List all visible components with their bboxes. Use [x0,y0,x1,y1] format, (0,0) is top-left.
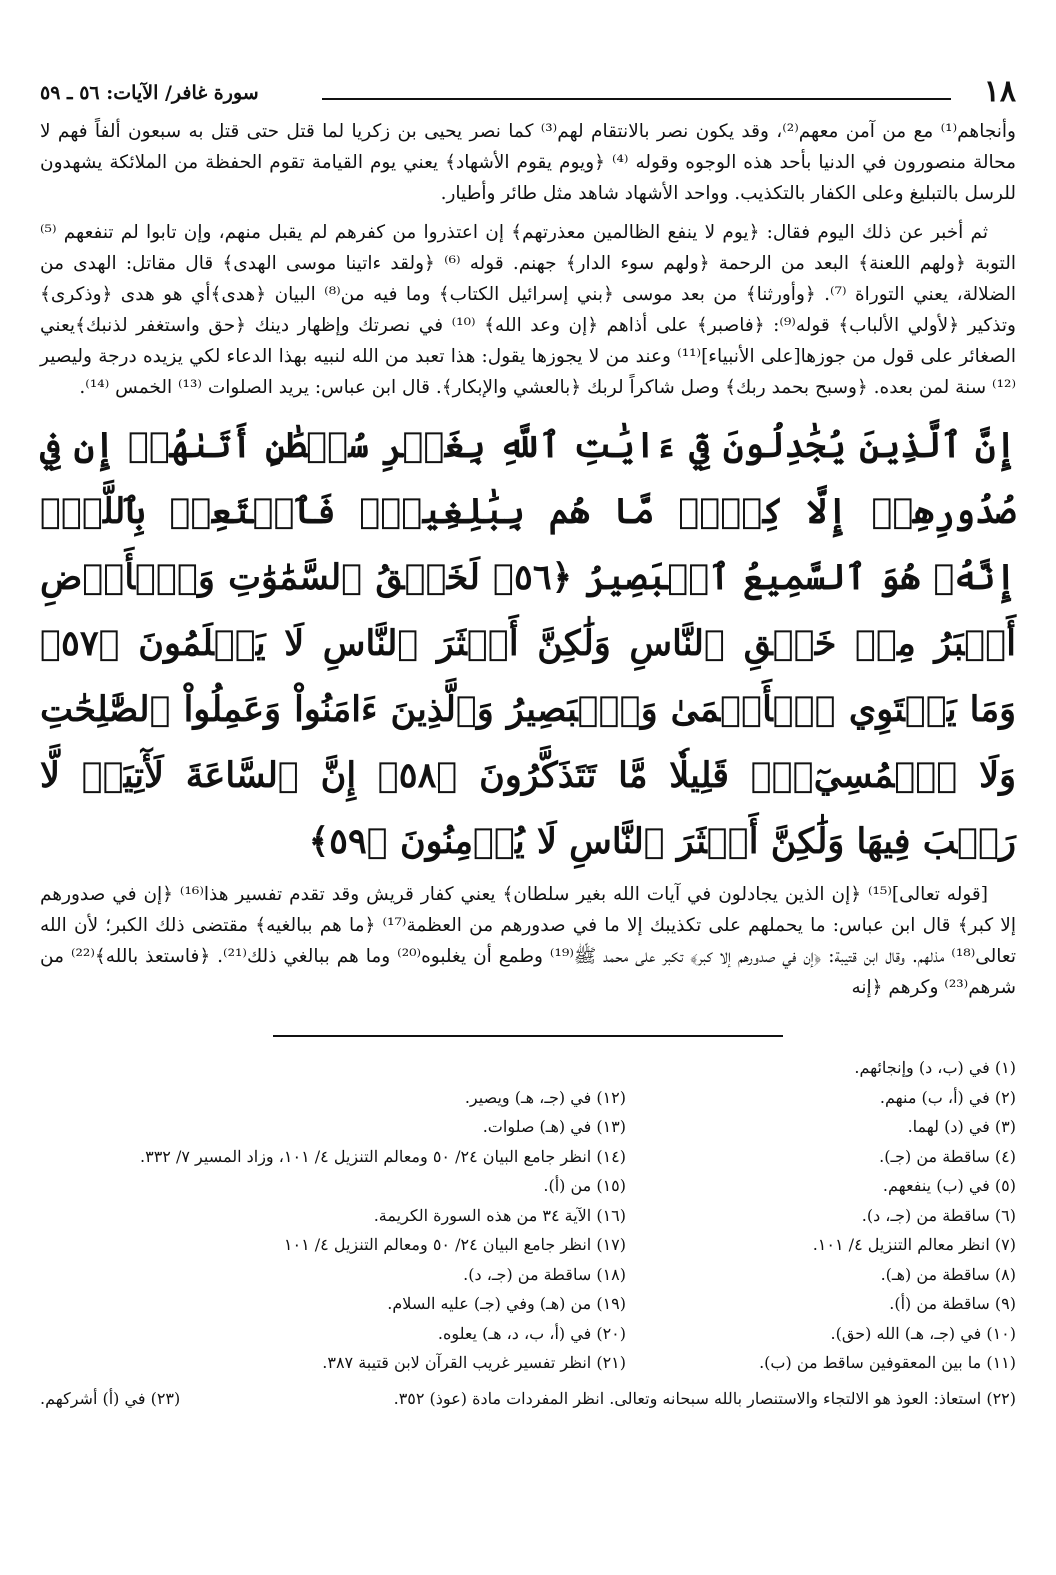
footnote: (١٢) في (جـ، هـ) ويصير. [464,1087,626,1107]
footnote: (٨) ساقطة من (هـ). [880,1264,1016,1284]
footnotes-left-column [40,1053,626,1378]
footnote: (٢) في (أ، ب) منهم. [879,1087,1016,1107]
footnote: (١٣) في (هـ) صلوات. [482,1117,626,1136]
footnote: (١١) ما بين المعقوفين ساقط من (ب). [759,1353,1016,1372]
book-page [40,70,1016,1413]
footnote: (٢٢) استعاذ: العوذ هو الالتجاء والاستنصار بالله سبحانه وتعالى. انظر المفردات مادة (عوذ) ٣٥٢. [393,1388,1016,1408]
footnote: (١٤) انظر جامع البيان ٢٤/ ٥٠ ومعالم التنزيل ٤/ ١٠١، وزاد المسير ٧/ ٣٣٢. [140,1146,626,1166]
footnote: (٢٠) في (أ، ب، د، هـ) يعلوه. [437,1323,626,1343]
paragraph-1: وأنجاهم⁽¹⁾ مع من آمن معهم⁽²⁾، وقد يكون نصر بالانتقام لهم⁽³⁾ كما نصر يحيى بن زكريا لما قتل حتى قتل به سبعون ألفاً فهم لا محالة منصورون في الدنيا بأحد هذه الوجوه وقوله ⁽⁴⁾ ﴿ويوم يقوم الأشهاد﴾ يعني يوم القيامة تقوم الحفظة من الملائكة يشهدون للرسل بالتبليغ وعلى الكفار بالتكذيب. وواحد الأشهاد شاهد مثل طائر وأطيار. [40,121,1017,204]
footnote: (١٩) من (هـ) وفي (جـ) عليه السلام. [387,1294,626,1313]
footnotes [40,1053,1016,1378]
quran-verses: إِنَّ ٱلَّذِينَ يُجَٰدِلُونَ فِيٓ ءَايَٰتِ ٱللَّهِ بِغَيۡرِ سُلۡطَٰنٍ أَتَىٰهُمۡ إِن فِي صُدُورِهِمۡ إِلَّا كِبۡرٞ مَّا هُم بِبَٰلِغِيهِۚ فَٱسۡتَعِذۡ بِٱللَّهِۖ إِنَّهُۥ هُوَ ٱلسَّمِيعُ ٱلۡبَصِيرُ ﴿٥٦﴾ لَخَلۡقُ ٱلسَّمَٰوَٰتِ وَٱلۡأَرۡضِ أَكۡبَرُ مِنۡ خَلۡقِ ٱلنَّاسِ وَلَٰكِنَّ أَكۡثَرَ ٱلنَّاسِ لَا يَعۡلَمُونَ ﴿٥٧﴾ وَمَا يَسۡتَوِي ٱلۡأَعۡمَىٰ وَٱلۡبَصِيرُ وَٱلَّذِينَ ءَامَنُواْ وَعَمِلُواْ ٱلصَّٰلِحَٰتِ وَلَا ٱلۡمُسِيٓءُۚ قَلِيلٗا مَّا تَتَذَكَّرُونَ ﴿٥٨﴾ إِنَّ ٱلسَّاعَةَ لَأٓتِيَةٞ لَّا رَيۡبَ فِيهَا وَلَٰكِنَّ أَكۡثَرَ ٱلنَّاسِ لَا يُؤۡمِنُونَ ﴿٥٩﴾ [40,425,1017,862]
page-number: ١٨ [983,74,1016,109]
surah-title: سورة غافر/ الآيات: ٥٦ ـ ٥٩ [40,82,259,104]
footnote: (٤) ساقطة من (جـ). [879,1146,1016,1166]
footnote: (٩) ساقطة من (أ). [889,1294,1016,1313]
footnote: (١٨) ساقطة من (جـ، د). [463,1264,626,1284]
footnotes-right-column [626,1053,1016,1378]
commentary-paragraph: [قوله تعالى]⁽¹⁵⁾ ﴿إن الذين يجادلون في آيات الله بغير سلطان﴾ يعني كفار قريش وقد تقدم تفسير هذا⁽¹⁶⁾ ﴿إن في صدورهم إلا كبر﴾ قال ابن عباس: ما يحملهم على تكذيبك إلا ما في صدورهم من العظمة⁽¹⁷⁾ ﴿ما هم ببالغيه﴾ مقتضى ذلك الكبر؛ لأن الله تعالى⁽¹⁸⁾ مذلهم. وقال ابن قتيبة: ﴿إن في صدورهم إلا كبر﴾ تكبر على محمد ﷺ⁽¹⁹⁾ وطمع أن يغلبوه⁽²⁰⁾ وما هم ببالغي ذلك⁽²¹⁾. ﴿فاستعذ بالله﴾⁽²²⁾ من شرهم⁽²³⁾ وكرهم ﴿إنه [40,884,1016,998]
footnote: (١٥) من (أ). [543,1176,626,1195]
footnote: (١) في (ب، د) وإنجائهم. [854,1058,1016,1077]
footnote: (٢١) انظر تفسير غريب القرآن لابن قتيبة ٣٨٧. [322,1353,626,1372]
footnote: (٦) ساقطة من (جـ، د). [861,1205,1016,1225]
footnote: (١٠) في (جـ، هـ) الله (حق). [830,1323,1016,1343]
footnote-separator [273,1035,783,1037]
footnote: (٥) في (ب) ينفعهم. [882,1176,1016,1195]
footnote: (٧) انظر معالم التنزيل ٤/ ١٠١. [812,1235,1016,1254]
paragraph-2: ثم أخبر عن ذلك اليوم فقال: ﴿يوم لا ينفع الظالمين معذرتهم﴾ إن اعتذروا من كفرهم لم يقبل منهم، وإن تابوا لم تنفعهم ⁽⁵⁾ التوبة ﴿ولهم اللعنة﴾ البعد من الرحمة ﴿ولهم سوء الدار﴾ جهنم. قوله ⁽⁶⁾ ﴿ولقد ءاتينا موسى الهدى﴾ قال مقاتل: الهدى من الضلالة، يعني التوراة ⁽⁷⁾. ﴿وأورثنا﴾ من بعد موسى ﴿بني إسرائيل الكتاب﴾ وما فيه من⁽⁸⁾ البيان ﴿هدى﴾أي هو هدى ﴿وذكرى﴾ وتذكير ﴿لأولي الألباب﴾ قوله⁽⁹⁾: ﴿فاصبر﴾ على أذاهم ﴿إن وعد الله﴾ ⁽¹⁰⁾ في نصرتك وإظهار دينك ﴿حق واستغفر لذنبك﴾يعني الصغائر على قول من جوزها[على الأنبياء]⁽¹¹⁾ وعند من لا يجوزها يقول: هذا تعبد من الله لنبيه بهذا الدعاء لكي يزيده درجة وليصير ⁽¹²⁾ سنة لمن بعده. ﴿وسبح بحمد ربك﴾ وصل شاكراً لربك ﴿بالعشي والإبكار﴾. قال ابن عباس: يريد الصلوات ⁽¹³⁾ الخمس ⁽¹⁴⁾. [40,222,1017,398]
header-rule [322,98,951,100]
footnote: (١٦) الآية ٣٤ من هذه السورة الكريمة. [373,1205,626,1225]
footnote: (٣) في (د) لهما. [907,1117,1016,1136]
page-header [40,70,1016,116]
footnote: (٢٣) في (أ) أشركهم. [40,1388,181,1408]
footnotes-last-line [40,1384,1016,1414]
footnote: (١٧) انظر جامع البيان ٢٤/ ٥٠ ومعالم التنزيل ٤/ ١٠١ [283,1235,626,1254]
